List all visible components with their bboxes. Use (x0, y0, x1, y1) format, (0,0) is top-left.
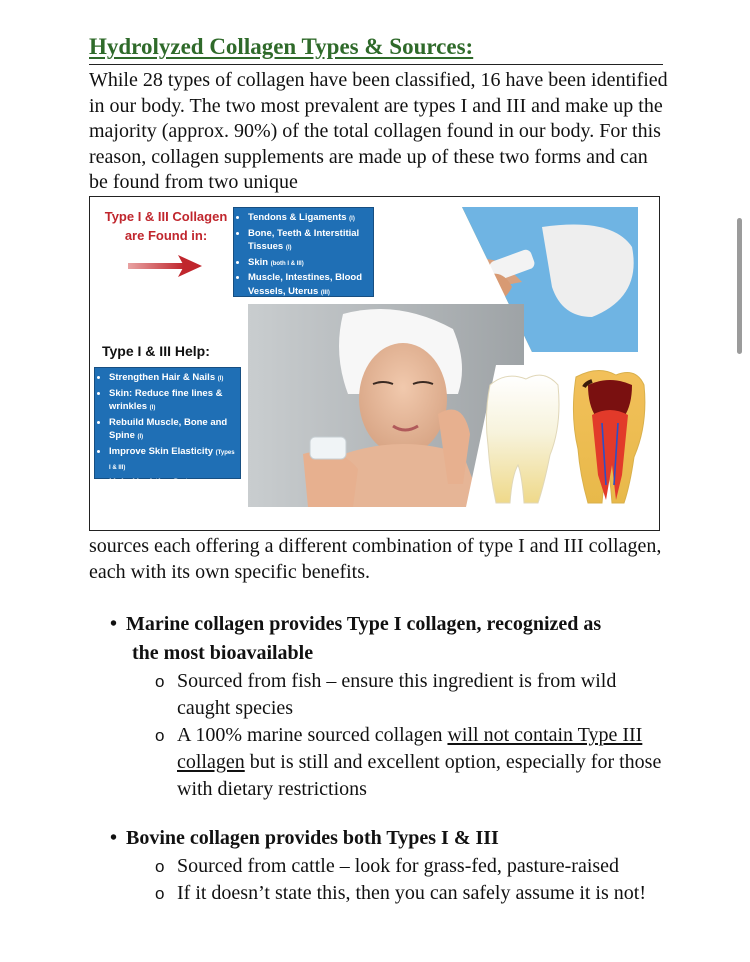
circle-bullet-icon: o (155, 726, 165, 745)
sub-item (110, 722, 670, 803)
continuation-paragraph: sources each offering a different combination of type I and III collagen, each with its own specific benefits. (89, 535, 662, 583)
circle-bullet-icon: o (155, 857, 165, 876)
list-item (109, 416, 235, 445)
found-in-heading: Type I & III Collagen are Found in: (104, 209, 228, 243)
list-item-tag: (I) (149, 405, 156, 411)
list-item-tag: (I) (137, 434, 144, 440)
list-item-text: Skin: Reduce fine lines & wrinkles (109, 387, 223, 412)
list-item (248, 227, 368, 256)
underlined-text: will not contain Type III collagen (177, 724, 643, 773)
list-item (109, 476, 235, 492)
sub-item-text: Sourced from fish – ensure this ingredient is from wild caught species (177, 670, 617, 719)
vertical-scrollbar[interactable] (737, 218, 742, 354)
list-item-text: Skin (248, 256, 269, 268)
bullet-heading-text: Marine collagen provides Type I collagen, recognized as (126, 613, 602, 635)
sub-item (110, 880, 670, 907)
list-item-text: Strengthen Hair & Nails (109, 372, 216, 383)
list-item-tag: (I) (285, 245, 292, 251)
circle-bullet-icon: o (155, 672, 165, 691)
list-item (248, 256, 368, 272)
sub-item-text: Sourced from cattle – look for grass-fed, pasture-raised (177, 855, 620, 877)
found-in-list (233, 207, 374, 297)
teeth-cross-section-photo (466, 365, 646, 507)
bullet-heading (110, 824, 670, 853)
list-item-tag: (III) (320, 289, 330, 296)
help-list (94, 367, 241, 488)
list-item-text: Rebuild Muscle, Bone and Spine (109, 416, 228, 441)
bullet-heading-text: Bovine collagen provides both Types I & III (126, 827, 499, 849)
collagen-infographic (89, 196, 660, 531)
list-item (109, 387, 235, 416)
page-title: Hydrolyzed Collagen Types & Sources: (89, 34, 474, 59)
list-item-tag: (Types I & III) (109, 449, 235, 471)
list-item-tag: (I) (217, 376, 224, 382)
list-item (109, 445, 235, 476)
intro-paragraph: While 28 types of collagen have been classified, 16 have been identified in our body. The two most prevalent are types I and III and make up the majority (approx. 90%) of the total collagen found in our body. For this reason, collagen supplements are made up of these two forms and can be found from two unique (89, 69, 668, 193)
bullet-dot-icon: • (110, 827, 118, 849)
bullet-heading-continuation: the most bioavailable (132, 642, 314, 664)
list-item-text: Tendons & Ligaments (248, 212, 347, 223)
list-item (248, 271, 368, 300)
list-item-tag: (both I & III) (270, 260, 304, 267)
sub-item-text-end: but is still and excellent option, especially for those with dietary restrictions (177, 751, 662, 800)
sub-item-text: A 100% marine sourced collagen (177, 724, 448, 746)
list-item (109, 371, 235, 387)
bullet-heading (110, 610, 670, 668)
circle-bullet-icon: o (155, 884, 165, 903)
sub-item-text: If it doesn’t state this, then you can safely assume it is not! (177, 882, 646, 904)
list-item-tag: (I) (349, 216, 355, 222)
list-item-text: Help Heal the Gut (109, 476, 189, 488)
list-item (248, 211, 368, 227)
bullet-dot-icon: • (110, 613, 118, 635)
help-heading: Type I & III Help: (102, 343, 210, 359)
title-divider (89, 64, 663, 65)
list-item-tag: (III) (190, 480, 200, 487)
list-item-text: Improve Skin Elasticity (109, 445, 214, 457)
list-item-text: Bone, Teeth & Interstitial Tissues (248, 227, 360, 252)
bullet-marine (110, 610, 670, 803)
list-item-text: Muscle, Intestines, Blood Vessels, Uterus (248, 272, 363, 297)
sub-item (110, 668, 670, 722)
right-arrow-icon (128, 254, 204, 278)
bullet-bovine (110, 824, 670, 907)
sub-item (110, 853, 670, 880)
